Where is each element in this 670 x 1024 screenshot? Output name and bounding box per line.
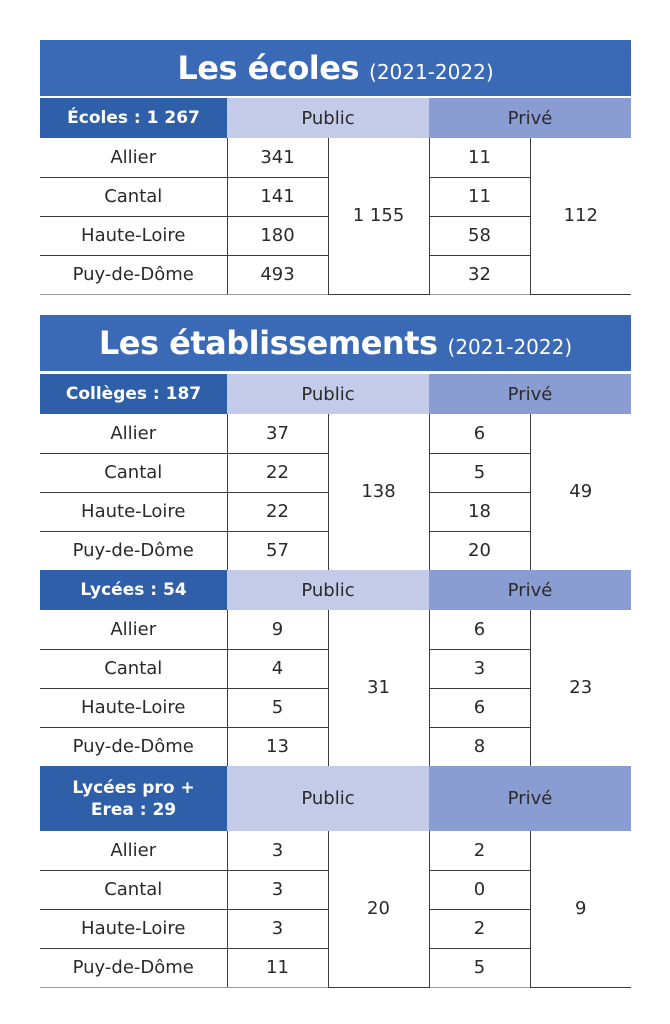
dept-cell: Haute-Loire — [40, 909, 227, 948]
public-value: 37 — [227, 414, 328, 453]
prive-value: 6 — [429, 414, 530, 453]
prive-value: 0 — [429, 870, 530, 909]
public-total: 20 — [328, 831, 429, 987]
category-header — [40, 766, 227, 831]
dept-cell: Puy-de-Dôme — [40, 255, 227, 294]
category-line-1: Lycées pro + — [72, 777, 195, 798]
prive-value: 58 — [429, 216, 530, 255]
prive-header: Privé — [429, 570, 631, 610]
prive-value: 5 — [429, 453, 530, 492]
public-value: 3 — [227, 831, 328, 870]
public-value: 4 — [227, 649, 328, 688]
table-row — [40, 414, 631, 453]
table-header-row — [40, 374, 631, 414]
dept-cell: Cantal — [40, 177, 227, 216]
table-header-row — [40, 570, 631, 610]
public-value: 13 — [227, 727, 328, 766]
category-line-2: Erea : 29 — [90, 799, 177, 820]
prive-header: Privé — [429, 98, 631, 138]
category-header: Collèges : 187 — [40, 374, 227, 414]
dept-cell: Haute-Loire — [40, 688, 227, 727]
dept-cell: Puy-de-Dôme — [40, 727, 227, 766]
prive-value: 11 — [429, 138, 530, 177]
public-header: Public — [227, 374, 429, 414]
public-value: 11 — [227, 948, 328, 987]
dept-cell: Allier — [40, 831, 227, 870]
public-value: 9 — [227, 610, 328, 649]
lycees-table — [40, 570, 631, 767]
dept-cell: Puy-de-Dôme — [40, 531, 227, 570]
public-value: 141 — [227, 177, 328, 216]
dept-cell: Allier — [40, 414, 227, 453]
dept-cell: Cantal — [40, 870, 227, 909]
lycees-pro-table — [40, 766, 631, 988]
dept-cell: Haute-Loire — [40, 216, 227, 255]
prive-value: 18 — [429, 492, 530, 531]
dept-cell: Cantal — [40, 649, 227, 688]
dept-cell: Allier — [40, 138, 227, 177]
prive-value: 11 — [429, 177, 530, 216]
prive-value: 6 — [429, 610, 530, 649]
public-value: 3 — [227, 909, 328, 948]
prive-total: 23 — [530, 610, 631, 766]
dept-cell: Cantal — [40, 453, 227, 492]
table-header-row — [40, 766, 631, 831]
prive-value: 3 — [429, 649, 530, 688]
public-value: 180 — [227, 216, 328, 255]
prive-header: Privé — [429, 374, 631, 414]
category-header: Écoles : 1 267 — [40, 98, 227, 138]
public-total: 31 — [328, 610, 429, 766]
public-value: 341 — [227, 138, 328, 177]
dept-cell: Puy-de-Dôme — [40, 948, 227, 987]
category-header: Lycées : 54 — [40, 570, 227, 610]
ecoles-table — [40, 98, 631, 295]
prive-value: 6 — [429, 688, 530, 727]
prive-value: 32 — [429, 255, 530, 294]
dept-cell: Haute-Loire — [40, 492, 227, 531]
prive-header: Privé — [429, 766, 631, 831]
etablissements-banner — [40, 315, 631, 371]
public-total: 1 155 — [328, 138, 429, 294]
table-header-row — [40, 98, 631, 138]
ecoles-period: (2021-2022) — [369, 60, 494, 84]
colleges-table — [40, 374, 631, 571]
public-value: 493 — [227, 255, 328, 294]
prive-total: 112 — [530, 138, 631, 294]
public-header: Public — [227, 570, 429, 610]
public-value: 5 — [227, 688, 328, 727]
prive-value: 2 — [429, 831, 530, 870]
ecoles-title: Les écoles — [177, 49, 360, 87]
ecoles-banner — [40, 40, 631, 96]
public-value: 57 — [227, 531, 328, 570]
prive-value: 20 — [429, 531, 530, 570]
public-value: 22 — [227, 492, 328, 531]
public-value: 22 — [227, 453, 328, 492]
prive-value: 5 — [429, 948, 530, 987]
table-row — [40, 831, 631, 870]
dept-cell: Allier — [40, 610, 227, 649]
public-value: 3 — [227, 870, 328, 909]
prive-total: 49 — [530, 414, 631, 570]
public-header: Public — [227, 766, 429, 831]
prive-value: 2 — [429, 909, 530, 948]
table-row — [40, 610, 631, 649]
table-row — [40, 138, 631, 177]
public-total: 138 — [328, 414, 429, 570]
prive-value: 8 — [429, 727, 530, 766]
etablissements-title: Les établissements — [98, 324, 438, 362]
etablissements-period: (2021-2022) — [447, 335, 573, 359]
prive-total: 9 — [530, 831, 631, 987]
public-header: Public — [227, 98, 429, 138]
